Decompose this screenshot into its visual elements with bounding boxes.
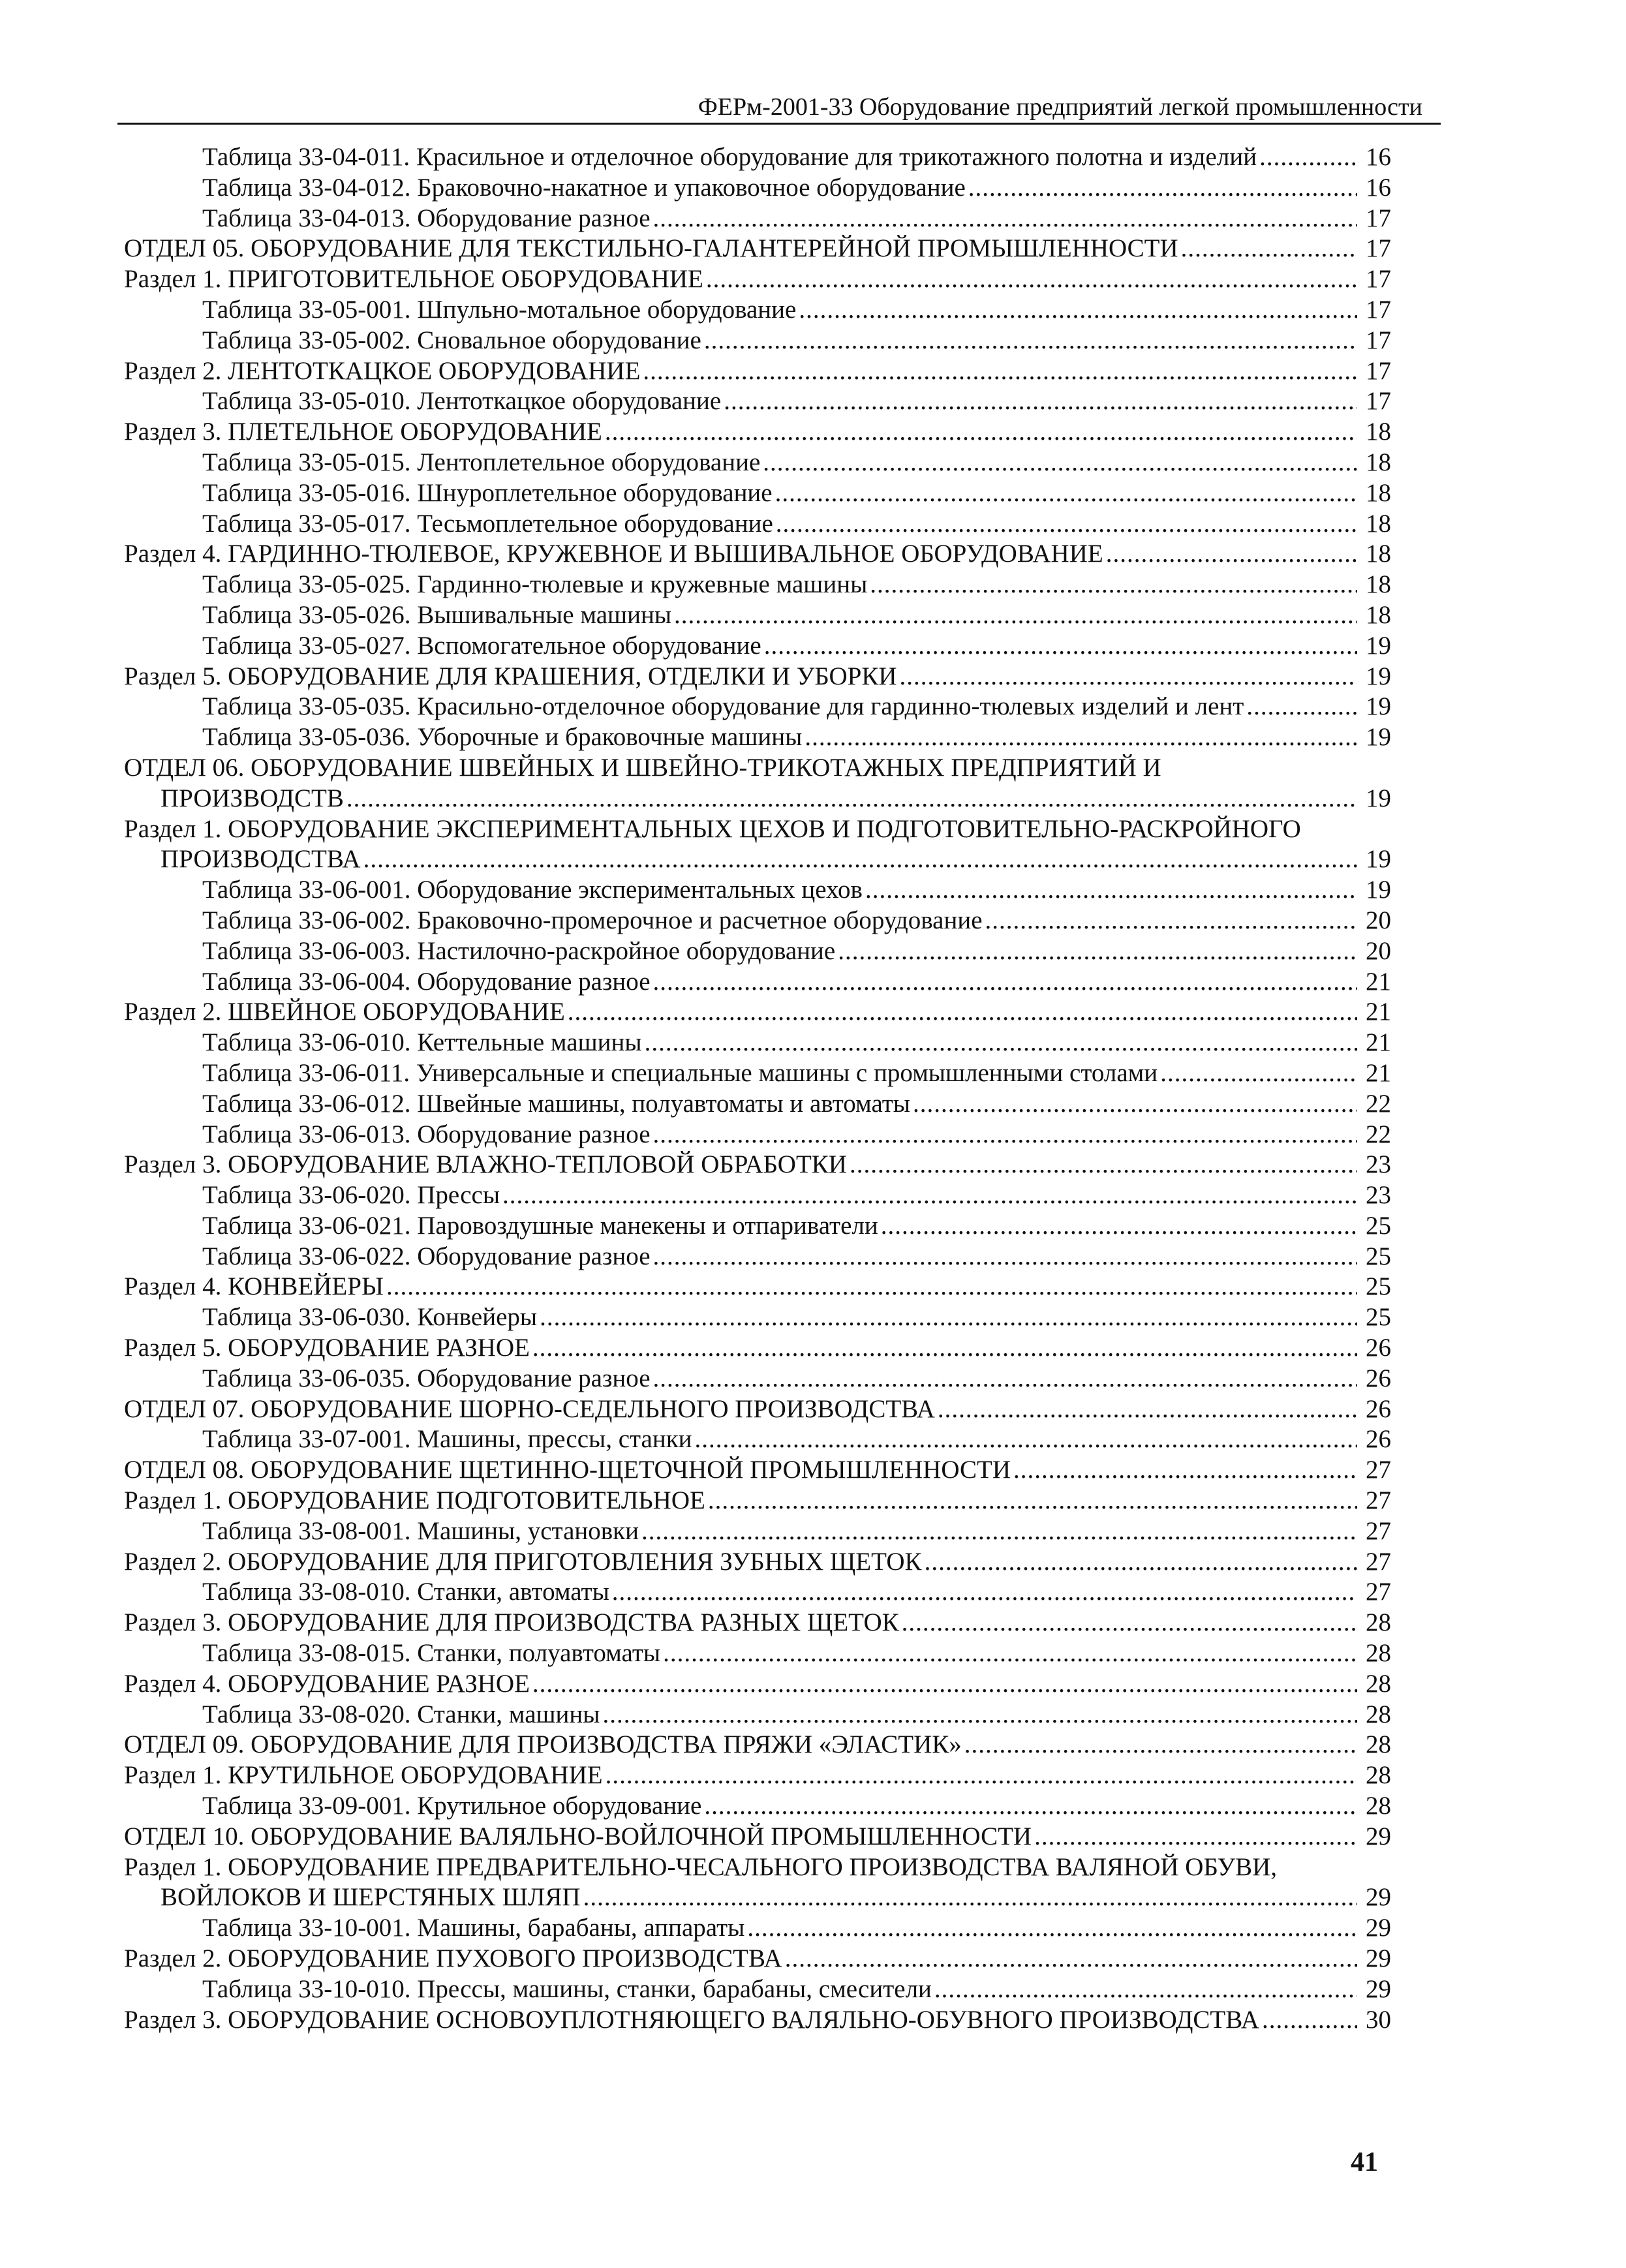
toc-entry-title: ОТДЕЛ 10. ОБОРУДОВАНИЕ ВАЛЯЛЬНО-ВОЙЛОЧНОЙ ПРОМЫШЛЕННОСТИ bbox=[124, 1822, 1032, 1850]
page-number: 41 bbox=[1351, 2147, 1378, 2177]
toc-page-ref: 28 bbox=[1366, 1700, 1391, 1728]
dot-leader bbox=[606, 1760, 1357, 1791]
toc-entry-title: Таблица 33-06-030. Конвейеры bbox=[202, 1303, 538, 1332]
dot-leader bbox=[881, 1211, 1357, 1242]
dot-leader bbox=[1106, 539, 1357, 570]
toc-page-ref: 16 bbox=[1366, 173, 1391, 202]
toc-entry-title: Таблица 33-04-011. Красильное и отделочное оборудование для трикотажного полотна и изделий bbox=[202, 143, 1257, 171]
toc-entry-section[interactable] bbox=[124, 1608, 1391, 1638]
toc-entry-title: Таблица 33-06-012. Швейные машины, полуавтоматы и автоматы bbox=[202, 1089, 910, 1118]
dot-leader bbox=[583, 1882, 1357, 1913]
toc-entry-section[interactable] bbox=[124, 1272, 1391, 1302]
toc-page-ref: 18 bbox=[1366, 540, 1391, 568]
dot-leader bbox=[775, 478, 1357, 509]
toc-entry-title: Раздел 1. ОБОРУДОВАНИЕ ЭКСПЕРИМЕНТАЛЬНЫХ ЦЕХОВ И ПОДГОТОВИТЕЛЬНО-РАСКРОЙНОГО bbox=[124, 814, 1301, 843]
dot-leader bbox=[968, 173, 1357, 204]
toc-entry-dept[interactable] bbox=[124, 1455, 1391, 1486]
toc-page-ref: 21 bbox=[1366, 1028, 1391, 1057]
toc-page-ref: 19 bbox=[1366, 692, 1391, 721]
toc-entry-title: Раздел 1. КРУТИЛЬНОЕ ОБОРУДОВАНИЕ bbox=[124, 1761, 603, 1790]
toc-entry-title: Раздел 1. ОБОРУДОВАНИЕ ПРЕДВАРИТЕЛЬНО-ЧЕСАЛЬНОГО ПРОИЗВОДСТВА ВАЛЯНОЙ ОБУВИ, bbox=[124, 1852, 1278, 1881]
toc-entry-dept[interactable] bbox=[124, 1394, 1391, 1425]
toc-entry-table[interactable] bbox=[124, 1424, 1391, 1455]
toc-entry-title: Таблица 33-06-003. Настилочно-раскройное оборудование bbox=[202, 936, 836, 965]
toc-entry-title: Таблица 33-08-001. Машины, установки bbox=[202, 1516, 639, 1545]
toc-entry-table[interactable] bbox=[124, 722, 1391, 753]
dot-leader bbox=[653, 204, 1357, 234]
toc-page-ref: 22 bbox=[1366, 1089, 1391, 1118]
toc-page-ref: 27 bbox=[1366, 1578, 1391, 1606]
toc-entry-title: ОТДЕЛ 06. ОБОРУДОВАНИЕ ШВЕЙНЫХ И ШВЕЙНО-ТРИКОТАЖНЫХ ПРЕДПРИЯТИЙ И bbox=[124, 753, 1161, 782]
toc-page-ref: 17 bbox=[1366, 234, 1391, 263]
dot-leader bbox=[1034, 1822, 1357, 1852]
toc-entry-table[interactable] bbox=[124, 1089, 1391, 1120]
dot-leader bbox=[540, 1302, 1357, 1333]
toc-entry-title: Раздел 1. ОБОРУДОВАНИЕ ПОДГОТОВИТЕЛЬНОЕ bbox=[124, 1486, 705, 1515]
toc-entry-table[interactable] bbox=[124, 448, 1391, 478]
toc-page-ref: 27 bbox=[1366, 1486, 1391, 1515]
toc-entry-table[interactable] bbox=[124, 142, 1391, 173]
dot-leader bbox=[645, 1028, 1357, 1058]
dot-leader bbox=[641, 1516, 1357, 1547]
dot-leader bbox=[747, 1913, 1357, 1944]
toc-entry-section[interactable] bbox=[124, 1944, 1391, 1974]
toc-entry-table[interactable] bbox=[124, 1302, 1391, 1333]
toc-entry-title: Таблица 33-05-016. Шнуроплетельное оборудование bbox=[202, 478, 773, 507]
toc-page-ref: 28 bbox=[1366, 1730, 1391, 1759]
toc-page-ref: 27 bbox=[1366, 1516, 1391, 1545]
dot-leader bbox=[653, 967, 1357, 998]
toc-entry-table[interactable] bbox=[124, 1120, 1391, 1150]
toc-entry-table[interactable] bbox=[124, 204, 1391, 234]
header-title: ФЕРм-2001-33 Оборудование предприятий легкой промышленности bbox=[698, 93, 1422, 121]
dot-leader bbox=[706, 264, 1357, 295]
toc-entry-title: Таблица 33-05-010. Лентоткацкое оборудование bbox=[202, 387, 722, 416]
running-header bbox=[117, 90, 1441, 125]
dot-leader bbox=[1262, 2005, 1357, 2036]
toc-page-ref: 29 bbox=[1366, 1944, 1391, 1973]
toc-page-ref: 29 bbox=[1366, 1974, 1391, 2003]
dot-leader bbox=[902, 1608, 1357, 1638]
toc-entry-title: Таблица 33-10-010. Прессы, машины, станки, барабаны, смесители bbox=[202, 1974, 932, 2003]
dot-leader bbox=[964, 1730, 1357, 1760]
toc-page-ref: 27 bbox=[1366, 1547, 1391, 1576]
dot-leader bbox=[704, 326, 1357, 356]
dot-leader bbox=[653, 1364, 1357, 1394]
toc-page-ref: 17 bbox=[1366, 356, 1391, 385]
toc-entry-title-continuation: ПРОИЗВОДСТВ bbox=[161, 784, 344, 812]
toc-page-ref: 26 bbox=[1366, 1394, 1391, 1423]
toc-entry-section[interactable] bbox=[124, 997, 1391, 1028]
toc-entry-table[interactable] bbox=[124, 1058, 1391, 1089]
toc-entry-section[interactable] bbox=[124, 662, 1391, 692]
toc-entry-title: Таблица 33-06-002. Браковочно-промерочное и расчетное оборудование bbox=[202, 906, 983, 934]
toc-entry-title: Таблица 33-05-036. Уборочные и браковочные машины bbox=[202, 723, 803, 752]
toc-entry-title: Раздел 3. ОБОРУДОВАНИЕ ДЛЯ ПРОИЗВОДСТВА РАЗНЫХ ЩЕТОК bbox=[124, 1608, 899, 1637]
toc-entry-title: Таблица 33-06-011. Универсальные и специальные машины с промышленными столами bbox=[202, 1058, 1158, 1087]
toc-page-ref: 26 bbox=[1366, 1334, 1391, 1362]
dot-leader bbox=[653, 1120, 1357, 1150]
dot-leader bbox=[674, 600, 1357, 631]
toc-entry-title: Раздел 3. ОБОРУДОВАНИЕ ОСНОВОУПЛОТНЯЮЩЕГО ВАЛЯЛЬНО-ОБУВНОГО ПРОИЗВОДСТВА bbox=[124, 2005, 1259, 2034]
toc-entry-title: Раздел 3. ПЛЕТЕЛЬНОЕ ОБОРУДОВАНИЕ bbox=[124, 418, 602, 446]
toc-entry-title: Таблица 33-06-022. Оборудование разное bbox=[202, 1242, 651, 1270]
toc-page-ref: 29 bbox=[1366, 1914, 1391, 1942]
toc-entry-section[interactable] bbox=[124, 356, 1391, 387]
toc-entry-continuation bbox=[124, 1882, 1391, 1913]
dot-leader bbox=[785, 1944, 1357, 1974]
toc-page-ref: 28 bbox=[1366, 1761, 1391, 1790]
toc-entry-title: Таблица 33-05-015. Лентоплетельное оборудование bbox=[202, 448, 761, 476]
toc-entry-title: Таблица 33-07-001. Машины, прессы, станки bbox=[202, 1425, 692, 1454]
toc-page-ref: 27 bbox=[1366, 1456, 1391, 1484]
toc-entry-dept[interactable] bbox=[124, 753, 1391, 814]
dot-leader bbox=[532, 1333, 1357, 1364]
toc-page-ref: 28 bbox=[1366, 1669, 1391, 1698]
dot-leader bbox=[1181, 234, 1357, 264]
toc-page-ref: 18 bbox=[1366, 478, 1391, 507]
toc-entry-table[interactable] bbox=[124, 1577, 1391, 1608]
dot-leader bbox=[502, 1180, 1357, 1211]
toc-page-ref: 26 bbox=[1366, 1425, 1391, 1454]
dot-leader bbox=[913, 1089, 1357, 1120]
toc-page-ref: 28 bbox=[1366, 1639, 1391, 1668]
toc-page-ref: 25 bbox=[1366, 1303, 1391, 1332]
toc-entry-title-continuation: ВОЙЛОКОВ И ШЕРСТЯНЫХ ШЛЯП bbox=[161, 1883, 581, 1912]
toc-entry-title: ОТДЕЛ 05. ОБОРУДОВАНИЕ ДЛЯ ТЕКСТИЛЬНО-ГАЛАНТЕРЕЙНОЙ ПРОМЫШЛЕННОСТИ bbox=[124, 234, 1178, 263]
toc-entry-title: Таблица 33-05-002. Сновальное оборудование bbox=[202, 326, 701, 354]
toc-entry-dept[interactable] bbox=[124, 1730, 1391, 1760]
toc-page-ref: 17 bbox=[1366, 387, 1391, 416]
toc-page-ref: 20 bbox=[1366, 936, 1391, 965]
dot-leader bbox=[532, 1669, 1357, 1700]
toc-entry-continuation bbox=[124, 784, 1391, 814]
toc-entry-title: Таблица 33-06-001. Оборудование экспериментальных цехов bbox=[202, 876, 863, 904]
dot-leader bbox=[805, 722, 1357, 753]
dot-leader bbox=[870, 570, 1357, 600]
toc-entry-table[interactable] bbox=[124, 1242, 1391, 1272]
toc-entry-table[interactable] bbox=[124, 295, 1391, 326]
toc-page-ref: 19 bbox=[1366, 845, 1391, 874]
toc-page-ref: 20 bbox=[1366, 906, 1391, 934]
toc-entry-table[interactable] bbox=[124, 509, 1391, 540]
toc-entry-title: ОТДЕЛ 09. ОБОРУДОВАНИЕ ДЛЯ ПРОИЗВОДСТВА ПРЯЖИ «ЭЛАСТИК» bbox=[124, 1730, 962, 1759]
dot-leader bbox=[695, 1424, 1357, 1455]
toc-page-ref: 18 bbox=[1366, 448, 1391, 476]
dot-leader bbox=[764, 631, 1357, 662]
dot-leader bbox=[799, 295, 1357, 326]
toc-entry-title: Раздел 2. ОБОРУДОВАНИЕ ДЛЯ ПРИГОТОВЛЕНИЯ ЗУБНЫХ ЩЕТОК bbox=[124, 1547, 922, 1576]
toc-entry-title: Таблица 33-04-012. Браковочно-накатное и упаковочное оборудование bbox=[202, 173, 966, 202]
dot-leader bbox=[1013, 1455, 1357, 1486]
toc-entry-title: Таблица 33-05-035. Красильно-отделочное оборудование для гардинно-тюлевых изделий и лент bbox=[202, 692, 1244, 721]
dot-leader bbox=[1259, 142, 1357, 173]
dot-leader bbox=[838, 936, 1357, 967]
toc-page-ref: 19 bbox=[1366, 784, 1391, 812]
dot-leader bbox=[938, 1394, 1357, 1425]
dot-leader bbox=[763, 448, 1357, 478]
toc-page-ref: 19 bbox=[1366, 876, 1391, 904]
toc-entry-title: Таблица 33-05-017. Тесьмоплетельное оборудование bbox=[202, 509, 773, 538]
toc-entry-section[interactable] bbox=[124, 814, 1391, 876]
toc-page-ref: 25 bbox=[1366, 1211, 1391, 1240]
toc-page-ref: 30 bbox=[1366, 2005, 1391, 2034]
toc-entry-title: Таблица 33-09-001. Крутильное оборудование bbox=[202, 1792, 702, 1820]
toc-entry-title: Раздел 2. ШВЕЙНОЕ ОБОРУДОВАНИЕ bbox=[124, 998, 565, 1026]
dot-leader bbox=[605, 417, 1357, 448]
toc-page-ref: 19 bbox=[1366, 723, 1391, 752]
toc-entry-table[interactable] bbox=[124, 1913, 1391, 1944]
toc-entry-section[interactable] bbox=[124, 2005, 1391, 2036]
dot-leader bbox=[1160, 1058, 1357, 1089]
toc-entry-section[interactable] bbox=[124, 539, 1391, 570]
toc-entry-title: Таблица 33-08-010. Станки, автоматы bbox=[202, 1578, 609, 1606]
toc-page-ref: 18 bbox=[1366, 600, 1391, 629]
toc-entry-section[interactable] bbox=[124, 1150, 1391, 1180]
toc-entry-title: Таблица 33-06-004. Оборудование разное bbox=[202, 967, 651, 996]
dot-leader bbox=[900, 662, 1357, 692]
toc-entry-section[interactable] bbox=[124, 1547, 1391, 1578]
toc-entry-title: Раздел 4. ОБОРУДОВАНИЕ РАЗНОЕ bbox=[124, 1669, 530, 1698]
toc-entry-table[interactable] bbox=[124, 875, 1391, 906]
toc-entry-section[interactable] bbox=[124, 1760, 1391, 1791]
table-of-contents bbox=[124, 142, 1391, 2035]
toc-entry-title: Таблица 33-06-035. Оборудование разное bbox=[202, 1364, 651, 1392]
toc-page-ref: 23 bbox=[1366, 1181, 1391, 1210]
toc-entry-section[interactable] bbox=[124, 264, 1391, 295]
dot-leader bbox=[724, 386, 1357, 417]
toc-entry-title: Раздел 1. ПРИГОТОВИТЕЛЬНОЕ ОБОРУДОВАНИЕ bbox=[124, 265, 703, 294]
toc-entry-title: Таблица 33-06-010. Кеттельные машины bbox=[202, 1028, 642, 1057]
toc-entry-title: ОТДЕЛ 08. ОБОРУДОВАНИЕ ЩЕТИННО-ЩЕТОЧНОЙ ПРОМЫШЛЕННОСТИ bbox=[124, 1456, 1011, 1484]
dot-leader bbox=[386, 1272, 1357, 1302]
toc-entry-title: Раздел 2. ЛЕНТОТКАЦКОЕ ОБОРУДОВАНИЕ bbox=[124, 356, 641, 385]
toc-entry-title: Таблица 33-04-013. Оборудование разное bbox=[202, 204, 651, 232]
dot-leader bbox=[704, 1791, 1357, 1822]
toc-page-ref: 17 bbox=[1366, 265, 1391, 294]
toc-page-ref: 17 bbox=[1366, 326, 1391, 354]
toc-entry-title: ОТДЕЛ 07. ОБОРУДОВАНИЕ ШОРНО-СЕДЕЛЬНОГО ПРОИЗВОДСТВА bbox=[124, 1394, 935, 1423]
dot-leader bbox=[925, 1547, 1357, 1578]
toc-entry-title: Таблица 33-08-020. Станки, машины bbox=[202, 1700, 600, 1728]
dot-leader bbox=[363, 844, 1357, 875]
dot-leader bbox=[612, 1577, 1357, 1608]
toc-entry-section[interactable] bbox=[124, 1852, 1391, 1914]
toc-entry-section[interactable] bbox=[124, 1486, 1391, 1516]
toc-entry-table[interactable] bbox=[124, 936, 1391, 967]
toc-page-ref: 18 bbox=[1366, 570, 1391, 599]
toc-entry-title-continuation: ПРОИЗВОДСТВА bbox=[161, 845, 361, 874]
toc-entry-title: Раздел 2. ОБОРУДОВАНИЕ ПУХОВОГО ПРОИЗВОДСТВА bbox=[124, 1944, 782, 1973]
toc-page-ref: 18 bbox=[1366, 418, 1391, 446]
toc-entry-table[interactable] bbox=[124, 600, 1391, 631]
toc-page-ref: 19 bbox=[1366, 662, 1391, 690]
toc-entry-table[interactable] bbox=[124, 386, 1391, 417]
toc-page-ref: 18 bbox=[1366, 509, 1391, 538]
toc-entry-table[interactable] bbox=[124, 906, 1391, 936]
toc-entry-section[interactable] bbox=[124, 1333, 1391, 1364]
toc-page-ref: 21 bbox=[1366, 967, 1391, 996]
toc-entry-table[interactable] bbox=[124, 1364, 1391, 1394]
toc-entry-table[interactable] bbox=[124, 967, 1391, 998]
toc-entry-table[interactable] bbox=[124, 631, 1391, 662]
toc-page-ref: 19 bbox=[1366, 631, 1391, 660]
toc-entry-title: Раздел 5. ОБОРУДОВАНИЕ РАЗНОЕ bbox=[124, 1334, 530, 1362]
toc-entry-continuation bbox=[124, 844, 1391, 875]
dot-leader bbox=[850, 1150, 1357, 1180]
toc-entry-table[interactable] bbox=[124, 1700, 1391, 1730]
dot-leader bbox=[603, 1700, 1358, 1730]
toc-page-ref: 25 bbox=[1366, 1242, 1391, 1270]
toc-entry-title: Таблица 33-08-015. Станки, полуавтоматы bbox=[202, 1639, 661, 1668]
dot-leader bbox=[934, 1974, 1357, 2005]
dot-leader bbox=[568, 997, 1357, 1028]
toc-entry-table[interactable] bbox=[124, 1638, 1391, 1669]
dot-leader bbox=[643, 356, 1357, 387]
toc-page-ref: 22 bbox=[1366, 1120, 1391, 1148]
toc-entry-title: Таблица 33-06-021. Паровоздушные манекены и отпариватели bbox=[202, 1211, 878, 1240]
toc-page-ref: 28 bbox=[1366, 1608, 1391, 1637]
toc-entry-title: Раздел 4. ГАРДИННО-ТЮЛЕВОЕ, КРУЖЕВНОЕ И ВЫШИВАЛЬНОЕ ОБОРУДОВАНИЕ bbox=[124, 540, 1103, 568]
dot-leader bbox=[985, 906, 1358, 936]
toc-entry-title: Таблица 33-05-026. Вышивальные машины bbox=[202, 600, 672, 629]
toc-entry-table[interactable] bbox=[124, 478, 1391, 509]
toc-entry-title: Таблица 33-06-020. Прессы bbox=[202, 1181, 500, 1210]
toc-entry-table[interactable] bbox=[124, 692, 1391, 722]
toc-entry-table[interactable] bbox=[124, 1180, 1391, 1211]
toc-page-ref: 29 bbox=[1366, 1883, 1391, 1912]
toc-entry-table[interactable] bbox=[124, 326, 1391, 356]
toc-entry-title: Раздел 4. КОНВЕЙЕРЫ bbox=[124, 1272, 384, 1301]
toc-entry-dept[interactable] bbox=[124, 1822, 1391, 1852]
toc-entry-table[interactable] bbox=[124, 570, 1391, 600]
toc-entry-title: Раздел 5. ОБОРУДОВАНИЕ ДЛЯ КРАШЕНИЯ, ОТДЕЛКИ И УБОРКИ bbox=[124, 662, 897, 690]
toc-entry-table[interactable] bbox=[124, 1028, 1391, 1058]
toc-entry-table[interactable] bbox=[124, 1516, 1391, 1547]
dot-leader bbox=[663, 1638, 1357, 1669]
toc-page-ref: 21 bbox=[1366, 1058, 1391, 1087]
toc-entry-section[interactable] bbox=[124, 417, 1391, 448]
dot-leader bbox=[1246, 692, 1357, 722]
toc-page-ref: 28 bbox=[1366, 1792, 1391, 1820]
toc-entry-dept[interactable] bbox=[124, 234, 1391, 264]
toc-page-ref: 29 bbox=[1366, 1822, 1391, 1850]
toc-entry-title: Таблица 33-05-001. Шпульно-мотальное оборудование bbox=[202, 295, 797, 324]
toc-page-ref: 17 bbox=[1366, 204, 1391, 232]
toc-entry-table[interactable] bbox=[124, 1974, 1391, 2005]
toc-entry-table[interactable] bbox=[124, 1791, 1391, 1822]
dot-leader bbox=[653, 1242, 1357, 1272]
dot-leader bbox=[708, 1486, 1357, 1516]
dot-leader bbox=[346, 784, 1357, 814]
toc-entry-title: Таблица 33-05-027. Вспомогательное оборудование bbox=[202, 631, 761, 660]
toc-entry-title: Таблица 33-05-025. Гардинно-тюлевые и кружевные машины bbox=[202, 570, 868, 599]
toc-page-ref: 26 bbox=[1366, 1364, 1391, 1392]
toc-entry-section[interactable] bbox=[124, 1669, 1391, 1700]
toc-entry-title: Таблица 33-06-013. Оборудование разное bbox=[202, 1120, 651, 1148]
toc-page-ref: 17 bbox=[1366, 295, 1391, 324]
toc-page-ref: 25 bbox=[1366, 1272, 1391, 1301]
toc-entry-title: Раздел 3. ОБОРУДОВАНИЕ ВЛАЖНО-ТЕПЛОВОЙ ОБРАБОТКИ bbox=[124, 1150, 847, 1179]
toc-page-ref: 21 bbox=[1366, 998, 1391, 1026]
toc-entry-table[interactable] bbox=[124, 1211, 1391, 1242]
dot-leader bbox=[865, 875, 1357, 906]
toc-entry-title: Таблица 33-10-001. Машины, барабаны, аппараты bbox=[202, 1914, 745, 1942]
toc-page-ref: 16 bbox=[1366, 143, 1391, 171]
toc-entry-table[interactable] bbox=[124, 173, 1391, 204]
dot-leader bbox=[776, 509, 1357, 540]
toc-page-ref: 23 bbox=[1366, 1150, 1391, 1179]
